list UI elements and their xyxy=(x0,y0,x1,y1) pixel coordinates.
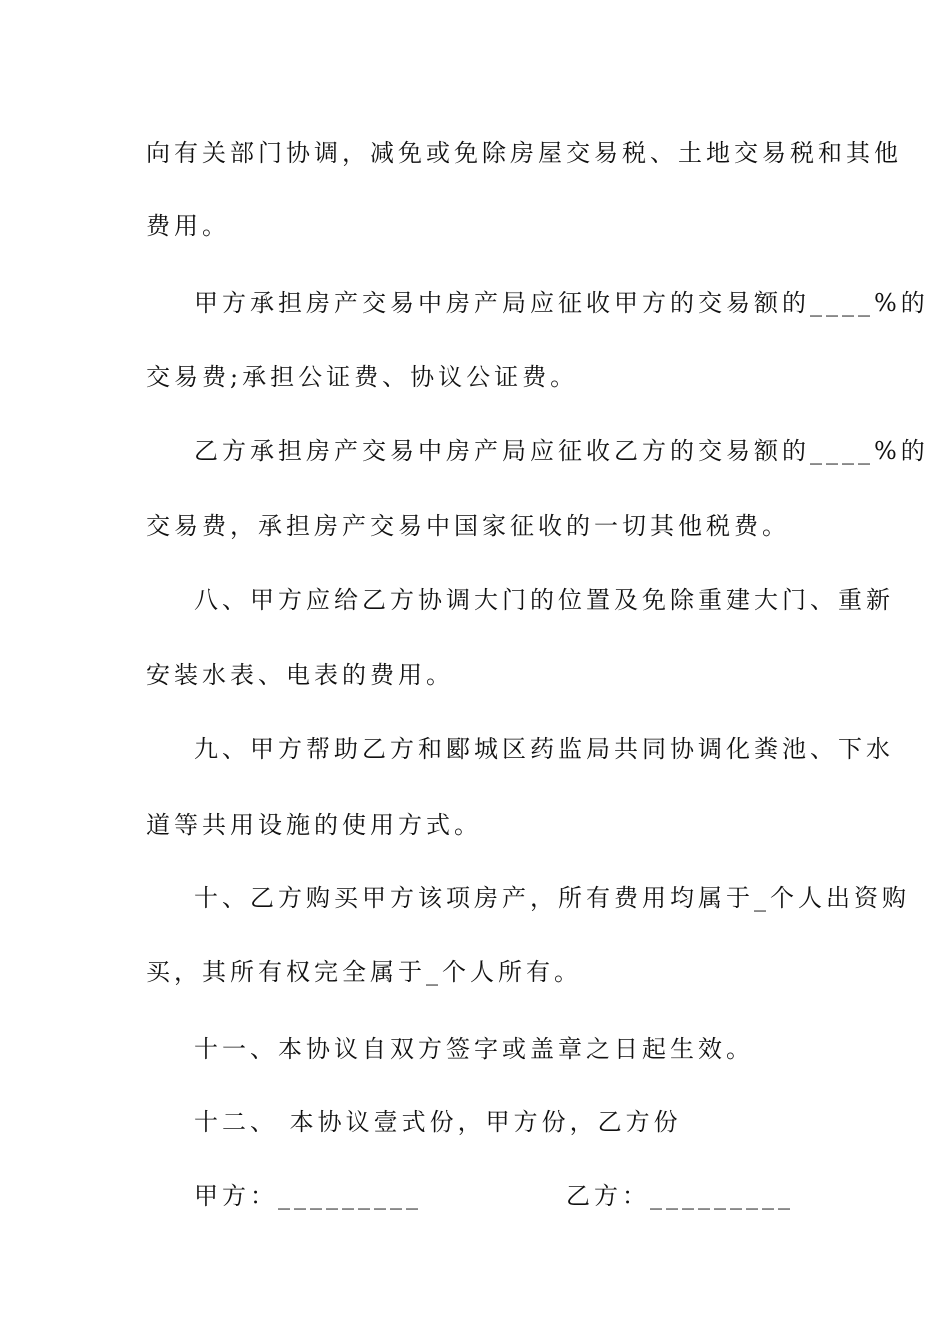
text-line-14: 十二、 本协议壹式份，甲方份，乙方份 xyxy=(194,1108,682,1136)
text-line-1: 向有关部门协调，减免或免除房屋交易税、土地交易税和其他 xyxy=(146,139,902,167)
text-line-5: 乙方承担房产交易中房产局应征收乙方的交易额的____%的 xyxy=(194,437,929,465)
party-b-signature: 乙方：_________ xyxy=(566,1182,794,1210)
text-line-2: 费用。 xyxy=(146,212,230,240)
text-line-8: 安装水表、电表的费用。 xyxy=(146,661,454,689)
text-line-4: 交易费;承担公证费、协议公证费。 xyxy=(146,363,579,391)
text-line-12: 买，其所有权完全属于_个人所有。 xyxy=(146,958,582,986)
text-line-11: 十、乙方购买甲方该项房产，所有费用均属于_个人出资购 xyxy=(194,884,910,912)
text-line-13: 十一、本协议自双方签字或盖章之日起生效。 xyxy=(194,1035,754,1063)
text-line-6: 交易费，承担房产交易中国家征收的一切其他税费。 xyxy=(146,512,790,540)
text-line-3: 甲方承担房产交易中房产局应征收甲方的交易额的____%的 xyxy=(194,289,929,317)
text-line-7: 八、甲方应给乙方协调大门的位置及免除重建大门、重新 xyxy=(194,586,894,614)
text-line-9: 九、甲方帮助乙方和郾城区药监局共同协调化粪池、下水 xyxy=(194,735,894,763)
text-line-10: 道等共用设施的使用方式。 xyxy=(146,811,482,839)
party-a-signature: 甲方：_________ xyxy=(194,1182,422,1210)
